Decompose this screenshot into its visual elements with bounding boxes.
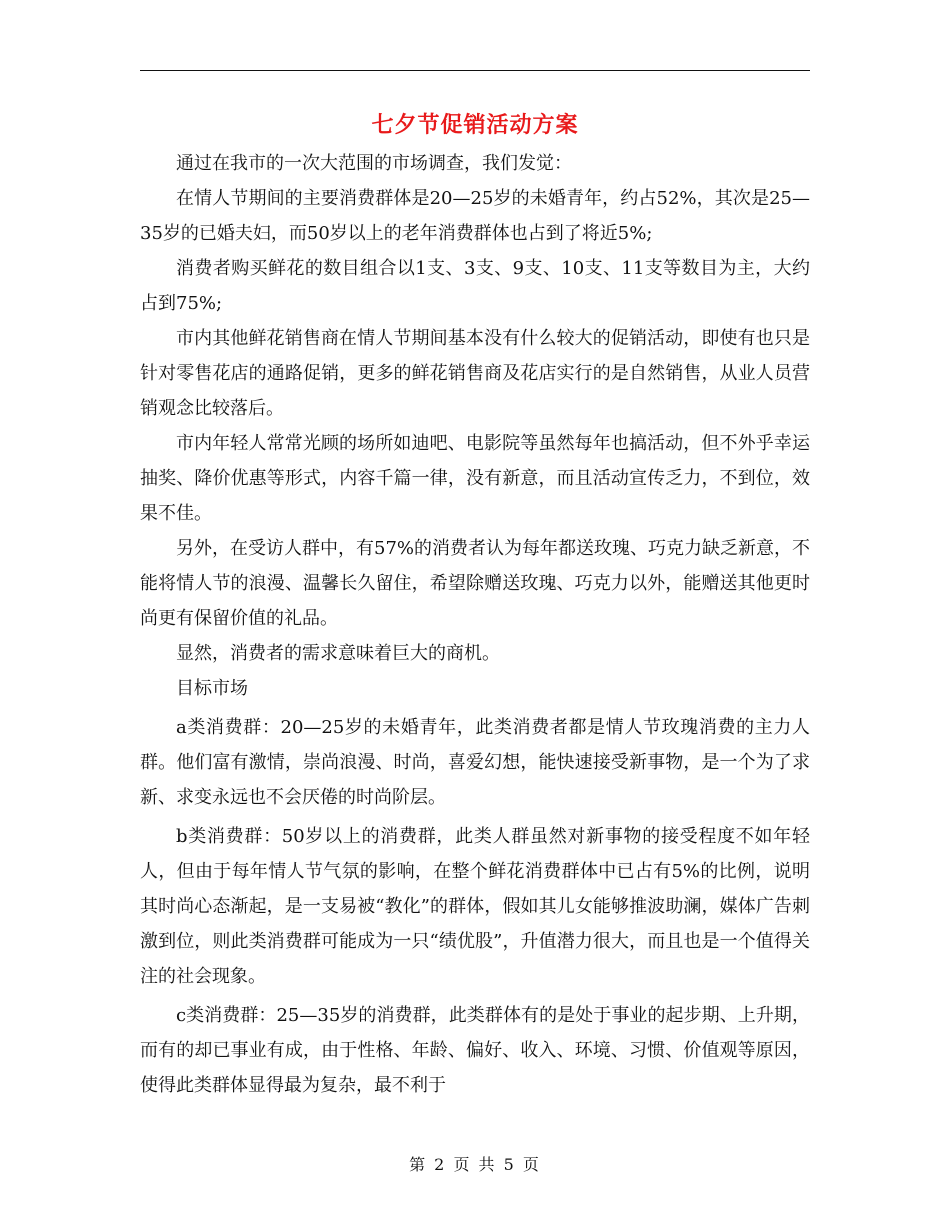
paragraph-group-c: c类消费群：25—35岁的消费群，此类群体有的是处于事业的起步期、上升期，而有的却已事业有成，由于性格、年龄、偏好、收入、环境、习惯、价值观等原因，使得此类群体显得最为复杂，最不利于 xyxy=(140,1005,810,1096)
paragraph-main-consumers: 在情人节期间的主要消费群体是20—25岁的未婚青年，约占52%，其次是25—35岁的已婚夫妇，而50岁以上的老年消费群体也占到了将近5%; xyxy=(140,188,810,244)
paragraph-business-opportunity: 显然，消费者的需求意味着巨大的商机。 xyxy=(176,643,500,664)
header-rule xyxy=(140,70,810,71)
section-heading-target-market: 目标市场 xyxy=(176,678,248,699)
paragraph-survey-intro: 通过在我市的一次大范围的市场调查，我们发觉： xyxy=(176,153,572,174)
paragraph-group-b: b类消费群：50岁以上的消费群，此类人群虽然对新事物的接受程度不如年轻人，但由于每年情人节气氛的影响，在整个鲜花消费群体中已占有5%的比例，说明其时尚心态渐起，是一支易被“教化”的群体，假如其儿女能够推波助澜，媒体广告刺激到位，则此类消费群可能成为一只“绩优股”，升值潜力很大，而且也是一个值得关注的社会现象。 xyxy=(140,826,810,987)
paragraph-youth-venues: 市内年轻人常常光顾的场所如迪吧、电影院等虽然每年也搞活动，但不外乎幸运抽奖、降价优惠等形式，内容千篇一律，没有新意，而且活动宣传乏力，不到位，效果不佳。 xyxy=(140,433,810,524)
paragraph-flower-count: 消费者购买鲜花的数目组合以1支、3支、9支、10支、11支等数目为主，大约占到75%; xyxy=(140,258,810,314)
paragraph-respondents: 另外，在受访人群中，有57%的消费者认为每年都送玫瑰、巧克力缺乏新意，不能将情人节的浪漫、温馨长久留住，希望除赠送玫瑰、巧克力以外，能赠送其他更时尚更有保留价值的礼品。 xyxy=(140,538,811,629)
paragraph-group-a: a类消费群：20—25岁的未婚青年，此类消费者都是情人节玫瑰消费的主力人群。他们富有激情，崇尚浪漫、时尚，喜爱幻想，能快速接受新事物，是一个为了求新、求变永远也不会厌倦的时尚阶层。 xyxy=(140,717,810,808)
document-body xyxy=(140,146,810,1103)
document-title: 七夕节促销活动方案 xyxy=(371,112,579,138)
paragraph-competitors: 市内其他鲜花销售商在情人节期间基本没有什么较大的促销活动，即使有也只是针对零售花店的通路促销，更多的鲜花销售商及花店实行的是自然销售，从业人员营销观念比较落后。 xyxy=(140,328,810,419)
page-number-footer: 第 2 页 共 5 页 xyxy=(409,1155,541,1174)
